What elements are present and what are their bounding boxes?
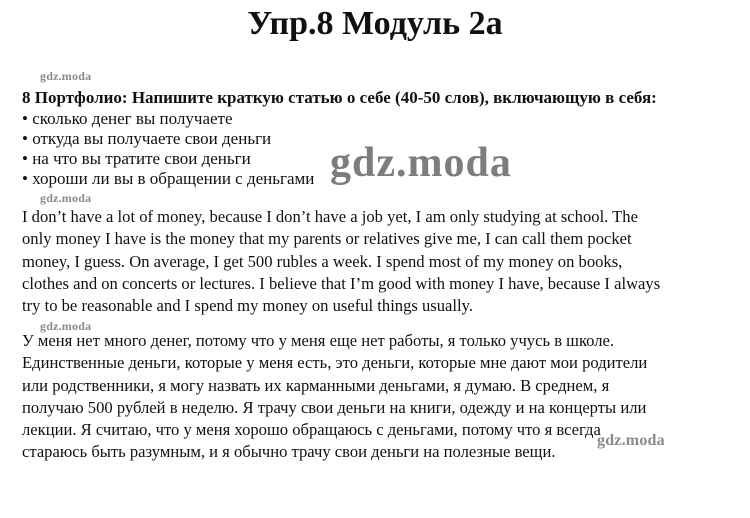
page-title: Упр.8 Модуль 2а <box>247 5 503 42</box>
watermark: gdz.moda <box>40 69 92 83</box>
bullet-item: • откуда вы получаете свои деньги <box>22 129 272 148</box>
watermark-large: gdz.moda <box>330 140 512 186</box>
russian-line: У меня нет много денег, потому что у меня еще нет работы, я только учусь в школе. <box>22 331 615 350</box>
russian-line: стараюсь быть разумным, и я обычно трачу свои деньги на полезные вещи. <box>22 442 556 462</box>
english-line: I don’t have a lot of money, because I don’t have a job yet, I am only studying at school. The <box>22 207 638 226</box>
russian-line: или родственники, я могу назвать их карманными деньгами, я думаю. В среднем, я <box>22 375 610 395</box>
english-paragraph <box>22 206 722 317</box>
english-line: only money I have is the money that my parents or relatives give me, I can call them pocket <box>22 229 632 249</box>
watermark: gdz.moda <box>40 191 92 205</box>
english-line: clothes and on concerts or lectures. I believe that I’m good with money I have, because I always <box>22 273 661 293</box>
task-heading: 8 Портфолио: Напишите краткую статью о себе (40-50 слов), включающую в себя: <box>22 88 657 107</box>
russian-line: получаю 500 рублей в неделю. Я трачу свои деньги на книги, одежду и на концерты или <box>22 397 647 417</box>
watermark: gdz.moda <box>597 432 665 449</box>
english-line: try to be reasonable and I spend my money on useful things usually. <box>22 296 474 316</box>
bullet-item: • сколько денег вы получаете <box>22 109 233 128</box>
bullet-item: • хороши ли вы в обращении с деньгами <box>22 169 315 188</box>
watermark: gdz.moda <box>40 319 92 333</box>
russian-line: Единственные деньги, которые у меня есть, это деньги, которые мне дают мои родители <box>22 353 648 373</box>
russian-line: лекции. Я считаю, что у меня хорошо обращаюсь с деньгами, потому что я всегда <box>22 420 601 440</box>
english-line: money, I guess. On average, I get 500 rubles a week. I spend most of my money on books, <box>22 251 623 271</box>
bullet-item: • на что вы тратите свои деньги <box>22 149 251 168</box>
